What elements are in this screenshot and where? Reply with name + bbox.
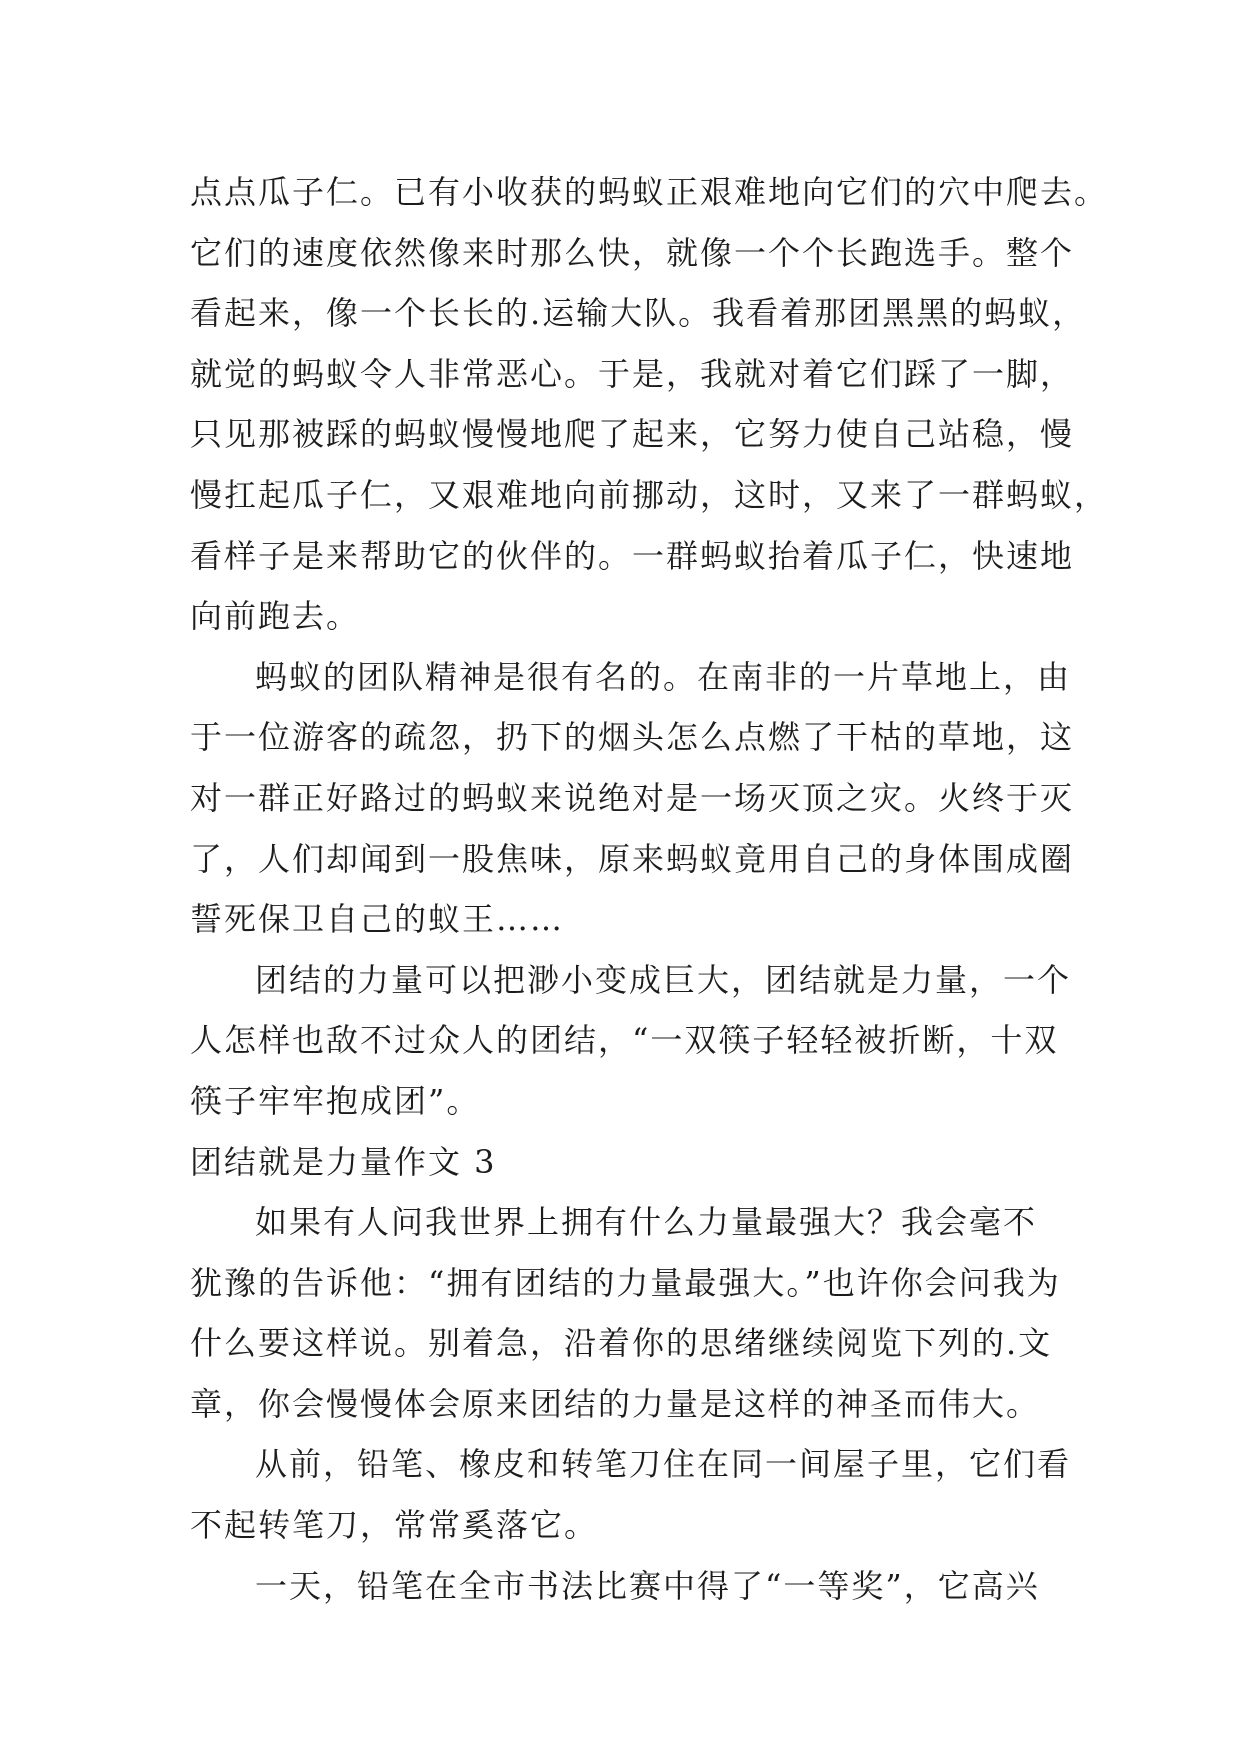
- text-line: 誓死保卫自己的蚁王……: [190, 900, 565, 939]
- paragraph-start-line: 蚂蚁的团队精神是很有名的。在南非的一片草地上，由: [255, 657, 1072, 696]
- paragraph-start-line: 一天，铅笔在全市书法比赛中得了“一等奖”，它高兴: [255, 1566, 1040, 1605]
- text-line: 筷子牢牢抱成团”。: [190, 1081, 481, 1120]
- text-line: 犹豫的告诉他：“拥有团结的力量最强大。”也许你会问我为: [190, 1263, 1061, 1302]
- paragraph-start-line: 从前，铅笔、橡皮和转笔刀住在同一间屋子里，它们看: [255, 1445, 1072, 1484]
- document-body: [190, 162, 1109, 1616]
- text-line: 什么要这样说。别着急，沿着你的思绪继续阅览下列的.文: [190, 1324, 1053, 1363]
- paragraph-start-line: 如果有人问我世界上拥有什么力量最强大？我会毫不: [255, 1203, 1038, 1242]
- text-line: 看样子是来帮助它的伙伴的。一群蚂蚁抬着瓜子仁，快速地: [190, 536, 1075, 575]
- text-line: 只见那被踩的蚂蚁慢慢地爬了起来，它努力使自己站稳，慢: [190, 415, 1075, 454]
- text-line: 对一群正好路过的蚂蚁来说绝对是一场灭顶之灾。火终于灭: [190, 778, 1075, 817]
- text-line: 点点瓜子仁。已有小收获的蚂蚁正艰难地向它们的穴中爬去。: [190, 173, 1109, 211]
- text-line: 它们的速度依然像来时那么快，就像一个个长跑选手。整个: [190, 233, 1075, 272]
- paragraph-start-line: 团结的力量可以把渺小变成巨大，团结就是力量，一个: [255, 960, 1072, 999]
- text-line: 了，人们却闻到一股焦味，原来蚂蚁竟用自己的身体围成圈: [190, 839, 1075, 878]
- text-line: 就觉的蚂蚁令人非常恶心。于是，我就对着它们踩了一脚，: [190, 354, 1075, 393]
- text-line: 慢扛起瓜子仁，又艰难地向前挪动，这时，又来了一群蚂蚁，: [190, 475, 1109, 514]
- text-line: 看起来，像一个长长的.运输大队。我看着那团黑黑的蚂蚁，: [190, 294, 1087, 333]
- text-line: 于一位游客的疏忽，扔下的烟头怎么点燃了干枯的草地，这: [190, 718, 1075, 757]
- text-line: 不起转笔刀，常常奚落它。: [190, 1506, 599, 1545]
- section-heading: 团结就是力量作文 3: [190, 1142, 497, 1181]
- text-line: 人怎样也敌不过众人的团结，“一双筷子轻轻被折断，十双: [190, 1021, 1059, 1060]
- text-line: 向前跑去。: [190, 597, 361, 636]
- text-line: 章，你会慢慢体会原来团结的力量是这样的神圣而伟大。: [190, 1384, 1041, 1423]
